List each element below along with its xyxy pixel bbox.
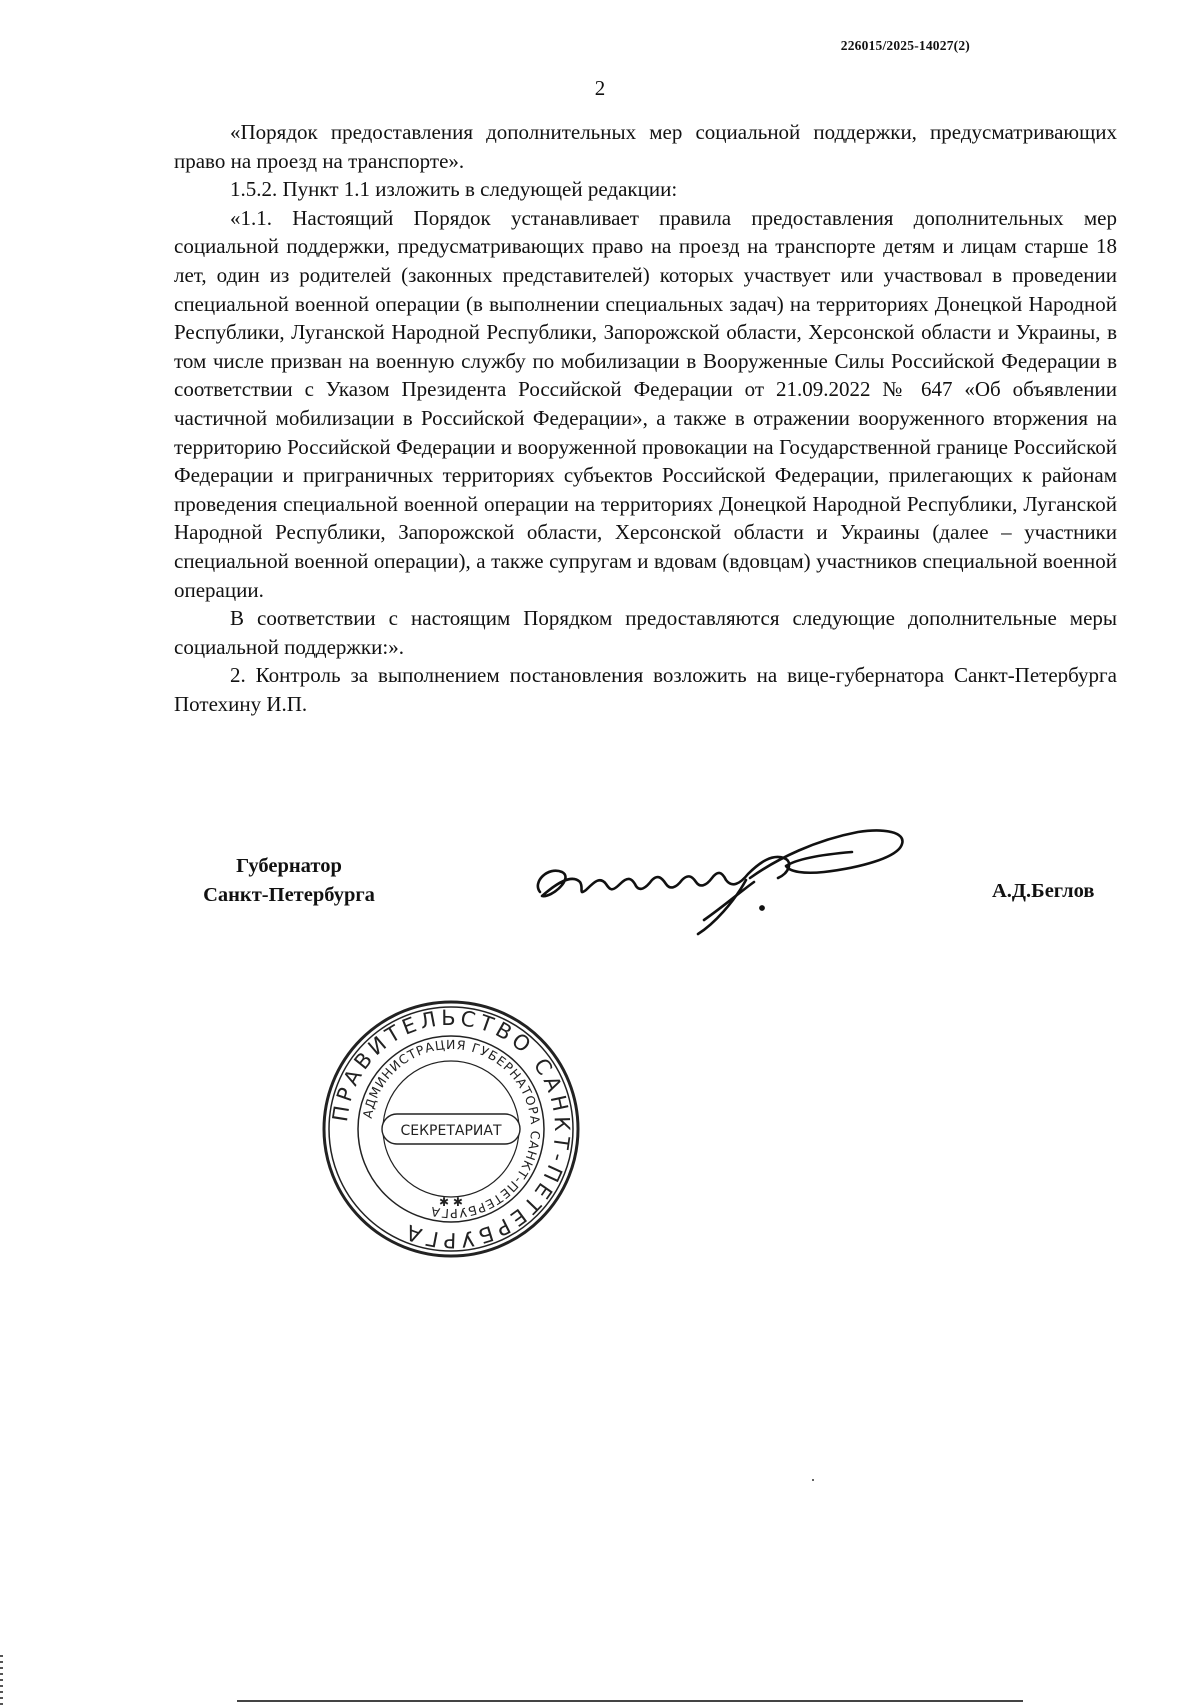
paragraph-1-1-text: «1.1. Настоящий Порядок устанавливает правила предоставления дополнительных мер социальной поддержки, предусматривающих право на проезд на транспорте детям и лицам старше 18 лет, один из родителей (законных представителей) которых участвует или участвовал в проведении специальной военной операции (в выполнении специальных задач) на территориях Донецкой Народной Республики, Луганской Народной Республики, Запорожской области, Херсонской области и Украины, в том числе призван на военную службу по мобилизации в Вооруженные Силы Российской Федерации в соответствии с Указом Президента Российской Федерации от 21.09.2022 № 647 «Об объявлении частичной мобилизации в Российской Федерации», а также в отражении вооруженного вторжения на территорию Российской Федерации и вооруженной провокации на Государственной границе Российской Федерации и приграничных территориях субъектов Российской Федерации, прилегающих к районам проведения специальной военной операции на территориях Донецкой Народной Республики, Луганской Народной Республики, Запорожской области, Херсонской области и Украины (далее – участники специальной военной операции), а также супругам и вдовам (вдовцам) участников специальной военной операции. xyxy=(174,205,1117,602)
paragraph-procedure-title: «Порядок предоставления дополнительных мер социальной поддержки, предусматривающих право на проезд на транспорте». xyxy=(174,120,1117,173)
document-registration-number: 226015/2025-14027(2) xyxy=(840,38,970,53)
seal-stars-icon: ✱ ✱ xyxy=(439,1195,463,1209)
seal-inner-text: АДМИНИСТРАЦИЯ ГУБЕРНАТОРА САНКТ-ПЕТЕРБУРГА xyxy=(359,1036,544,1222)
paragraph-measures-intro: В соответствии с настоящим Порядком предоставляются следующие дополнительные меры социальной поддержки:». xyxy=(174,606,1117,659)
bottom-edge-line xyxy=(237,1700,1023,1702)
seal-outer-text: ПРАВИТЕЛЬСТВО САНКТ-ПЕТЕРБУРГА xyxy=(327,1005,575,1253)
signatory-name: А.Д.Беглов xyxy=(992,880,1095,902)
page-number: 2 xyxy=(594,76,606,100)
handwritten-signature xyxy=(528,822,928,942)
document-body xyxy=(174,118,1117,718)
signatory-title-line2: Санкт-Петербурга xyxy=(203,884,375,906)
scan-edge-marks xyxy=(0,1655,3,1705)
paragraph-1-5-2: 1.5.2. Пункт 1.1 изложить в следующей редакции: xyxy=(230,177,678,202)
paragraph-control: 2. Контроль за выполнением постановления возложить на вице-губернатора Санкт-Петербурга Потехину И.П. xyxy=(174,663,1117,716)
signatory-title xyxy=(174,852,404,910)
signatory-title-line1: Губернатор xyxy=(236,855,342,877)
official-seal xyxy=(320,998,582,1260)
seal-center-text: СЕКРЕТАРИАТ xyxy=(400,1123,502,1139)
scan-dot xyxy=(812,1479,814,1481)
